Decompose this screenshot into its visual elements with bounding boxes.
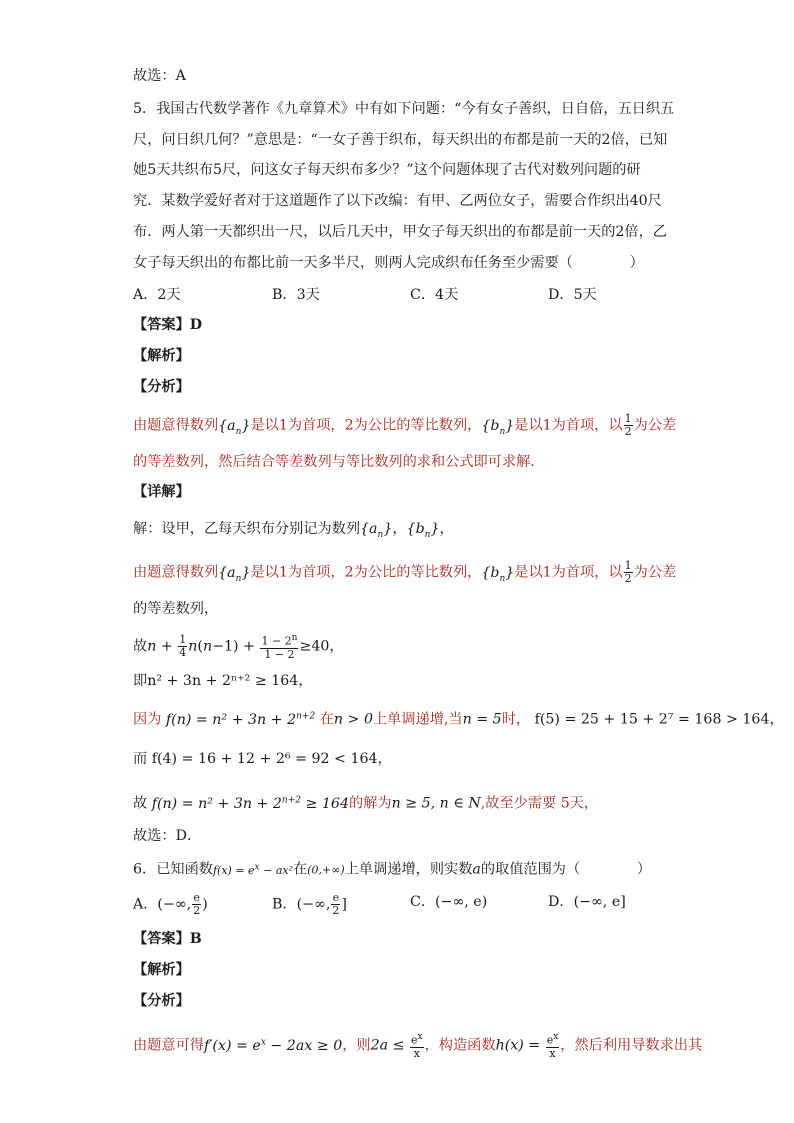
q5-detail-line-8: 故 $f(n) = n^2 + 3n + 2^{n+2} \ge 164$的解为n ≥ 5, n ∈ N,故至少需要 5天，	[133, 795, 599, 812]
q6-line-1: 6．已知函数$f(x) = e^x - ax^2$在(0,+∞)上单调递增，则实数a的取值范围为（ ）	[133, 861, 652, 878]
q6-option-d: D．(−∞, e]	[548, 894, 626, 910]
q5-line-5: 布．两人第一天都织出一尺，以后几天中，甲女子每天织出的布都是前一天的2倍，乙	[133, 224, 667, 240]
answer-tag: 【答案】D	[133, 317, 203, 333]
q5-detail-line-1: 解：设甲，乙每天织布分别记为数列$\{a_n\}$，$\{b_n\}$，	[133, 521, 454, 540]
q5-option-d: D．5天	[548, 287, 597, 303]
q5-detail-line-6: 因为 $f(n) = n^2 + 3n + 2^{n+2}$ 在n > 0上单调递增,当n = 5时， f(5) = 25 + 15 + 2⁷ = 168 > 164，	[133, 711, 784, 728]
q5-line-2: 尺，问日织几何？”意思是：“一女子善于织布，每天织出的布都是前一天的2倍，已知	[133, 132, 668, 148]
q5-detail-line-3: 的等差数列，	[133, 601, 219, 617]
prev-conclusion: 故选：A	[133, 68, 186, 84]
q5-detail-line-5: 即n² + 3n + 2ⁿ⁺² ≥ 164，	[133, 673, 313, 689]
q5-answer	[133, 315, 202, 335]
q6-option-c: C．(−∞, e)	[410, 894, 488, 910]
q5-conclusion: 故选：D．	[133, 828, 202, 844]
q5-line-3: 她5天共织布5尺，问这女子每天织布多少？”这个问题体现了古代对数列问题的研	[133, 162, 641, 178]
q5-jiexi-heading: 【解析】	[133, 348, 190, 364]
q6-answer: 【答案】B	[133, 931, 202, 947]
q6-option-a: A．(−∞, $\frac{e}{2}$ )	[133, 891, 208, 917]
q5-analysis-line-2: 的等差数列，然后结合等差数列与等比数列的求和公式即可求解．	[133, 454, 545, 470]
q5-xiangjie-heading: 【详解】	[133, 484, 190, 500]
q6-jiexi-heading: 【解析】	[133, 962, 190, 978]
q5-option-b: B．3天	[272, 287, 320, 303]
q6-option-b: B．(−∞, $\frac{e}{2}$ ]	[272, 891, 347, 917]
q6-fenxi-heading: 【分析】	[133, 993, 190, 1009]
q5-line-1: 5．我国古代数学著作《九章算术》中有如下问题：“今有女子善织，日自倍，五日织五	[133, 101, 675, 117]
q5-detail-line-2: 由题意得数列$\{a_n\}$是以1为首项，2为公比的等比数列，$\{b_n\}$是以1为首项，以 $\frac{1}{2}$ 为公差	[133, 559, 677, 585]
q5-option-c: C．4天	[410, 287, 459, 303]
q5-analysis-line-1: 由题意得数列$\{a_n\}$是以1为首项，2为公比的等比数列，$\{b_n\}$是以1为首项，以 $\frac{1}{2}$ 为公差	[133, 412, 677, 438]
q5-option-a: A．2天	[133, 287, 181, 303]
q5-fenxi-heading: 【分析】	[133, 379, 190, 395]
q5-line-4: 究．某数学爱好者对于这道题作了以下改编：有甲、乙两位女子，需要合作织出40尺	[133, 193, 662, 209]
q5-detail-line-7: 而 f(4) = 16 + 12 + 2⁶ = 92 < 164，	[133, 751, 392, 767]
q6-analysis-line-1: 由题意可得$f'(x) = e^x - 2ax \ge 0$，则2a ≤ $\frac{e^x}{x}$ ，构造函数h(x) = $\frac{e^x}{x}$ ，然后利用导数求出其	[133, 1032, 703, 1061]
q5-detail-line-4: 故n + $\frac{1}{4}$ n(n−1) + $\frac{1 - 2^n}{1 - 2}$ ≥40，	[133, 632, 344, 661]
q5-line-6: 女子每天织出的布都比前一天多半尺，则两人完成织布任务至少需要（ ）	[133, 255, 644, 271]
